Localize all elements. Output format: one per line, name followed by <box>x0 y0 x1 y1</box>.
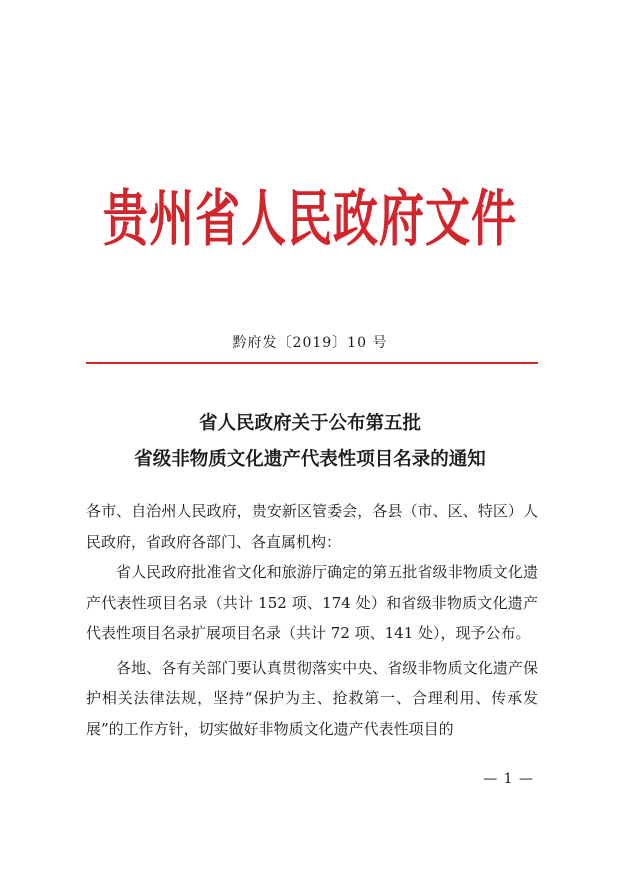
body-paragraph-2: 各地、各有关部门要认真贯彻落实中央、省级非物质文化遗产保护相关法律法规，坚持“保护为主、抢救第一、合理利用、传承发展”的工作方针，切实做好非物质文化遗产代表性项目的 <box>86 658 538 738</box>
body-paragraph-1: 省人民政府批准省文化和旅游厅确定的第五批省级非物质文化遗产代表性项目名录（共计 152 项、174 处）和省级非物质文化遗产代表性项目名录扩展项目名录（共计 72 项、141 处），现予公布。 <box>86 563 538 642</box>
notice-title <box>0 406 620 478</box>
page-number: — 1 — <box>483 771 534 787</box>
salutation: 各市、自治州人民政府，贵安新区管委会，各县（市、区、特区）人民政府，省政府各部门、各直属机构： <box>86 502 538 551</box>
document-body <box>86 496 538 748</box>
issuing-authority-title: 贵州省人民政府文件 <box>102 182 517 255</box>
notice-title-line-2: 省级非物质文化遗产代表性项目名录的通知 <box>134 449 486 470</box>
document-number: 黔府发〔2019〕10 号 <box>232 335 388 351</box>
red-separator-line <box>86 362 538 364</box>
notice-title-line-1: 省人民政府关于公布第五批 <box>198 413 421 434</box>
